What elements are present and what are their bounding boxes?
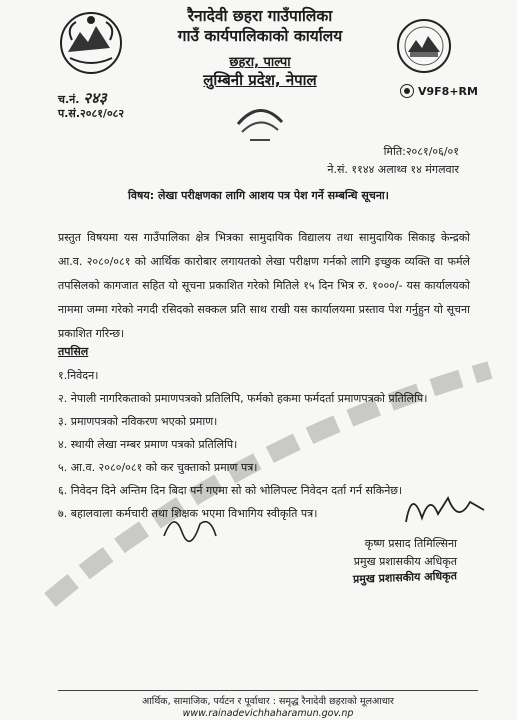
list-heading: तपसिल: [58, 345, 89, 358]
list-item: ७. बहालवाला कर्मचारी तथा शिक्षक भएमा विभागिय स्वीकृति पत्र।: [58, 507, 318, 520]
office-name: रैनादेवी छहरा गाउँपालिका: [187, 7, 333, 25]
dispatch-value: २४३: [83, 89, 107, 107]
nepal-emblem-icon: [58, 10, 124, 76]
list-item: ३. प्रमाणपत्रको नविकरण भएको प्रमाण।: [58, 415, 218, 428]
footer-website: www.rainadevichhaharamun.gov.np: [182, 708, 354, 719]
office-subname: गाउँ कार्यपालिकाको कार्यालय: [177, 27, 343, 45]
office-location: छहरा, पाल्पा: [229, 55, 291, 70]
letter-label: प.सं.: [58, 107, 81, 120]
letter-value: २०८१/०८२: [80, 107, 125, 120]
list-item: ४. स्थायी लेखा नम्बर प्रमाण पत्रको प्रतिलिपि।: [58, 438, 238, 451]
dispatch-number: [58, 88, 107, 108]
plus-code-text: V9F8+RM: [418, 84, 478, 98]
list-item: ६. निवेदन दिने अन्तिम दिन बिदा पर्न गएमा सो को भोलिपल्ट निवेदन दर्ता गर्न सकिनेछ।: [58, 484, 403, 497]
small-signature-icon: [160, 506, 220, 546]
municipality-logo-icon: [396, 18, 452, 74]
list-item: ५. आ.व. २०८०/०८१ को कर चुक्ताको प्रमाण पत्र।: [58, 461, 258, 474]
plus-code: [400, 84, 478, 98]
notice-date: मिति:२०८१/०६/०१: [383, 145, 459, 158]
dispatch-label: च.नं.: [58, 93, 80, 106]
location-pin-icon: [400, 84, 414, 98]
footer-divider: [58, 690, 478, 691]
signatory-title: प्रमुख प्रशासकीय अधिकृत: [353, 555, 457, 568]
office-stamp-icon: [234, 94, 286, 144]
signatory-name: कृष्ण प्रसाद तिमिल्सिना: [364, 537, 457, 550]
footer-slogan: आर्थिक, सामाजिक, पर्यटन र पूर्वाधार : समृद्ध रैनादेवी छहराको मूलआधार: [142, 696, 394, 707]
list-item: २. नेपाली नागरिकताको प्रमाणपत्रको प्रतिलिपि, फर्मको हकमा फर्मदर्ता प्रमाणपत्रको प्रतिलिपि।: [58, 392, 428, 405]
signatory-stamp: प्रमुख प्रशासकीय अधिकृत: [352, 569, 458, 586]
letter-number: [58, 106, 124, 121]
nepal-sambat-date: ने.सं. ११४४ अलाथ्व १४ मंगलवार: [327, 163, 459, 176]
notice-subject: विषय: लेखा परीक्षणका लागि आशय पत्र पेश गर्ने सम्बन्धि सूचना।: [128, 189, 389, 202]
officer-signature-icon: [400, 484, 490, 534]
notice-body: प्रस्तुत विषयमा यस गाउँपालिका क्षेत्र भित्रका सामुदायिक विद्यालय तथा सामुदायिक सिकाइ केन्द्रको आ.व. २०८०/०८१ को आर्थिक कारोबार लगायतको लेखा परीक्षण गर्नको लागि इच्छुक व्यक्ति वा फर्मले तपसिलको कागजात सहित यो सूचना प्रकाशित गरेको मितिले १५ दिन भित्र रु. १०००/- यस कार्यालयको नाममा जम्मा गरेको नगदी रसिदको सक्कल प्रति साथ राखी यस कार्यालयमा प्रस्ताव पेश गर्नुहुन यो सूचना प्रकाशित गरिन्छ।: [58, 231, 470, 340]
office-province: लुम्बिनी प्रदेश, नेपाल: [203, 71, 317, 89]
list-item: १.निवेदन।: [58, 369, 99, 382]
